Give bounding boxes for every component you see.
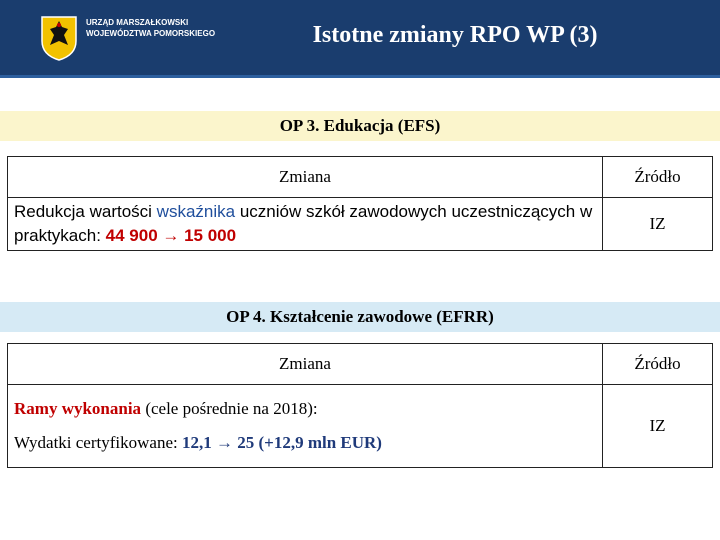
org-name-line2: WOJEWÓDZTWA POMORSKIEGO [86, 29, 216, 38]
org-name [86, 17, 215, 39]
table-header-row [8, 157, 713, 198]
performance-frame-rest: (cele pośrednie na 2018): [141, 399, 318, 418]
column-header-source: Źródło [603, 157, 713, 198]
change-cell [8, 385, 603, 468]
column-header-change: Zmiana [8, 344, 603, 385]
certified-expenditure-label: Wydatki certyfikowane: [14, 433, 182, 452]
change-text-cont: uczniów szkół zawodowych uczestniczących w praktykach: [14, 202, 593, 245]
slide-title: Istotne zmiany RPO WP (3) [312, 22, 598, 48]
source-cell: IZ [603, 198, 713, 251]
header-bar [0, 0, 720, 78]
change-text: Redukcja wartości [14, 202, 157, 221]
org-name-line1: URZĄD MARSZAŁKOWSKI [86, 18, 189, 27]
section-heading-op3: OP 3. Edukacja (EFS) [0, 111, 720, 141]
performance-frame-highlight: Ramy wykonania [14, 399, 142, 418]
section-heading-op4: OP 4. Kształcenie zawodowe (EFRR) [0, 302, 720, 332]
certified-expenditure-line [14, 433, 596, 453]
column-header-change: Zmiana [8, 157, 603, 198]
indicator-highlight: wskaźnika [156, 202, 236, 221]
table-header-row [8, 344, 713, 385]
change-cell [8, 198, 603, 251]
coat-of-arms-icon [40, 15, 78, 61]
performance-frame-line [14, 399, 596, 419]
source-cell: IZ [603, 385, 713, 468]
table-row [8, 385, 713, 468]
op4-table [7, 343, 713, 468]
column-header-source: Źródło [603, 344, 713, 385]
table-row [8, 198, 713, 251]
op3-table [7, 156, 713, 251]
value-change: 44 900 → 15 000 [105, 226, 237, 245]
certified-expenditure-value: 12,1 → 25 (+12,9 mln EUR) [181, 433, 382, 452]
